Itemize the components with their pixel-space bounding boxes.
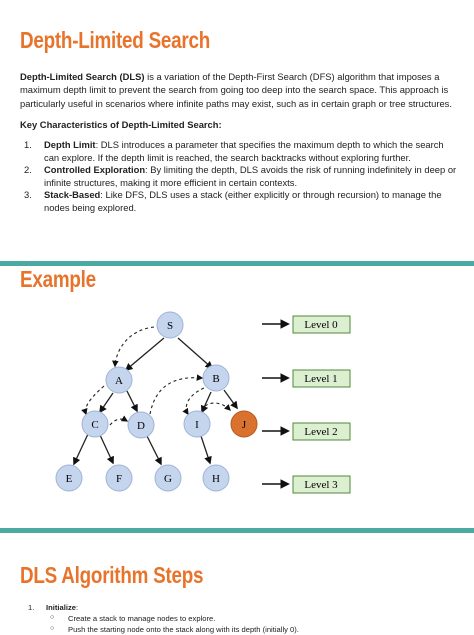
node-label-c: C bbox=[91, 419, 98, 431]
item-term: Controlled Exploration bbox=[44, 164, 145, 175]
tree-nodes bbox=[56, 312, 257, 491]
path-s-a bbox=[115, 327, 154, 366]
characteristics-heading: Key Characteristics of Depth-Limited Search: bbox=[20, 119, 222, 130]
step-number: 1. bbox=[28, 603, 34, 614]
level-label: Level 0 bbox=[304, 319, 338, 331]
edge-b-i bbox=[202, 392, 211, 412]
node-label-b: B bbox=[212, 373, 219, 385]
path-i-j bbox=[205, 403, 230, 410]
edge-s-b bbox=[178, 338, 212, 368]
path-b-i bbox=[186, 388, 204, 414]
list-item bbox=[50, 625, 460, 635]
item-text: : By limiting the depth, DLS avoids the risk of running indefinitely in deep or infinite structures, making it more efficient in certain contexts. bbox=[44, 164, 456, 188]
node-label-g: G bbox=[164, 473, 172, 485]
level-label: Level 1 bbox=[304, 373, 337, 385]
intro-paragraph bbox=[20, 70, 460, 110]
level-label: Level 2 bbox=[304, 426, 337, 438]
dls-tree-diagram bbox=[0, 300, 474, 500]
path-d-b bbox=[150, 378, 202, 414]
node-label-d: D bbox=[137, 420, 145, 432]
list-item bbox=[20, 139, 460, 164]
node-label-j: J bbox=[242, 419, 247, 431]
intro-text: is a variation of the Depth-First Search (DFS) algorithm that imposes a maximum depth limit to prevent the search from going too deep into the search space. This approach is particularly useful in scenarios where infinite paths may exist, such as in certain graph or tree structures. bbox=[20, 71, 452, 109]
list-item bbox=[20, 164, 460, 189]
item-number: 1. bbox=[24, 139, 32, 152]
node-label-i: I bbox=[195, 419, 199, 431]
list-item bbox=[20, 189, 460, 214]
edge-b-j bbox=[224, 390, 237, 408]
example-title: Example bbox=[20, 266, 96, 293]
level-boxes bbox=[293, 316, 350, 493]
edge-d-g bbox=[147, 436, 161, 464]
list-item bbox=[50, 614, 460, 625]
intro-term: Depth-Limited Search (DLS) bbox=[20, 71, 145, 82]
sub-item-text: Create a stack to manage nodes to explore. bbox=[68, 614, 215, 623]
level-arrows bbox=[262, 324, 288, 484]
item-number: 3. bbox=[24, 189, 32, 202]
item-text: : DLS introduces a parameter that specifies the maximum depth to which the search can explore. If the depth limit is reached, the search backtracks without exploring further. bbox=[44, 139, 444, 163]
step-label-text: Initialize bbox=[46, 603, 76, 612]
path-c-d bbox=[110, 419, 127, 425]
node-label-h: H bbox=[212, 473, 220, 485]
edge-s-a bbox=[126, 338, 164, 370]
characteristics-list bbox=[20, 139, 460, 215]
item-term: Stack-Based bbox=[44, 189, 100, 200]
circle-bullet-icon: ○ bbox=[50, 624, 54, 635]
node-label-a: A bbox=[115, 375, 123, 387]
page-title: Depth-Limited Search bbox=[20, 27, 210, 54]
tree-edges bbox=[74, 338, 237, 464]
sub-item-text: Push the starting node onto the stack along with its depth (initially 0). bbox=[68, 625, 299, 634]
level-label: Level 3 bbox=[304, 479, 338, 491]
edge-c-f bbox=[100, 435, 113, 463]
edge-a-c bbox=[100, 393, 113, 412]
step-label bbox=[46, 603, 78, 614]
circle-bullet-icon: ○ bbox=[50, 613, 54, 624]
node-label-f: F bbox=[116, 473, 122, 485]
steps-title: DLS Algorithm Steps bbox=[20, 562, 203, 589]
edge-i-h bbox=[201, 436, 210, 463]
node-label-e: E bbox=[66, 473, 73, 485]
edge-a-d bbox=[127, 391, 137, 411]
step-label-colon: : bbox=[76, 603, 78, 612]
node-label-s: S bbox=[167, 320, 173, 332]
item-number: 2. bbox=[24, 164, 32, 177]
item-term: Depth Limit bbox=[44, 139, 96, 150]
item-text: : Like DFS, DLS uses a stack (either explicitly or through recursion) to manage the nodes being explored. bbox=[44, 189, 442, 213]
section-divider bbox=[0, 528, 474, 533]
edge-c-e bbox=[74, 434, 88, 464]
